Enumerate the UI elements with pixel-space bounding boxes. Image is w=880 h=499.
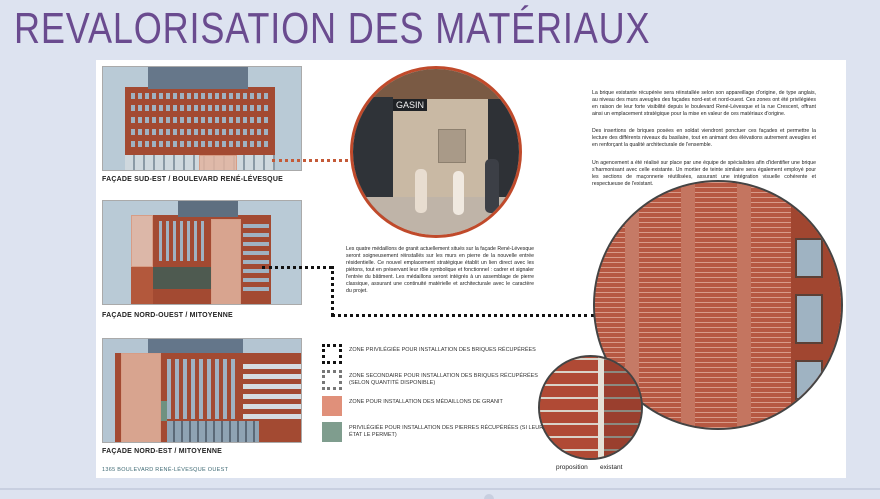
- entrance-photo: [350, 66, 522, 238]
- legend-swatch: [322, 370, 342, 390]
- brick-sample-comparison: [538, 355, 643, 460]
- page-title: REVALORISATION DES MATÉRIAUX: [14, 4, 651, 53]
- caption-existant: existant: [600, 464, 623, 471]
- footer-rule: [0, 488, 880, 490]
- connector-nord-ouest: [262, 266, 332, 269]
- text-medallions: Les quatre médaillons de granit actuellement situés sur la façade René-Lévesque seront soigneusement réinstallés sur les murs en pierre de la nouvelle entrée résidentielle. Ce nouvel emplacement stratégique établit un lien direct avec les piétons, tout en préservant leur rôle symbolique et fonctionnel : cadrer et signaler l'entrée du bâtiment. Les médaillons seront intégrés à un assemblage de pierre classique, assurant une continuité matérielle et architecturale avec le caractère du projet.: [346, 246, 534, 294]
- legend-label: ZONE SECONDAIRE POUR INSTALLATION DES BRIQUES RÉCUPÉRÉES (SELON QUANTITÉ DISPONIBLE): [349, 373, 538, 386]
- connector-medallion: [272, 159, 354, 162]
- facade-label-nord-est: FAÇADE NORD-EST / MITOYENNE: [102, 448, 223, 455]
- text-brick-matching: Un agencement a été réalisé sur place par une équipe de spécialistes afin d'identifier une brique s'harmonisant avec celle existante. Un mortier de teinte similaire sera également employé pour les sections de maçonnerie réutilisées, assurant une intégration visuelle cohérente et respectueuse de l'existant.: [592, 160, 816, 187]
- address-footer: 1365 BOULEVARD RENÉ-LÉVESQUE OUEST: [102, 467, 229, 473]
- facade-image-nord-est: [102, 338, 302, 443]
- legend-label: ZONE POUR INSTALLATION DES MÉDAILLONS DE GRANIT: [349, 399, 503, 405]
- legend-label: ZONE PRIVILÉGIÉE POUR INSTALLATION DES BRIQUES RÉCUPÉRÉES: [349, 347, 536, 353]
- facade-image-nord-ouest: [102, 200, 302, 305]
- page-indicator: [484, 494, 494, 499]
- legend-item-primary-brick: [322, 344, 552, 364]
- legend-swatch: [322, 396, 342, 416]
- caption-proposition: proposition: [556, 464, 588, 471]
- text-brick-intro: La brique existante récupérée sera réinstallée selon son appareillage d'origine, de type anglais, au niveau des murs aveugles des façades nord-est et nord-ouest. Ces zones ont été privilégiées en raison de leur forte visibilité depuis le boulevard René-Lévesque et la rue Crescent, offrant ainsi un emplacement stratégique pour la mise en valeur de ces matériaux d'origine.: [592, 90, 816, 117]
- facade-label-nord-ouest: FAÇADE NORD-OUEST / MITOYENNE: [102, 312, 233, 319]
- connector-vertical: [331, 266, 334, 316]
- legend-item-stones: [322, 422, 552, 442]
- legend-swatch: [322, 422, 342, 442]
- legend-item-secondary-brick: [322, 370, 552, 390]
- legend-item-medallions: [322, 396, 552, 416]
- photo-signage: GASIN: [393, 99, 427, 111]
- legend-swatch: [322, 344, 342, 364]
- facade-label-sud-est: FAÇADE SUD-EST / BOULEVARD RENÉ-LÉVESQUE: [102, 176, 283, 183]
- facade-image-sud-est: [102, 66, 302, 171]
- text-brick-inserts: Des insertions de briques posées en soldat viendront ponctuer ces façades et permettre la lecture des différents niveaux du basilaire, tout en animant des élévations autrement aveugles et en renforçant la qualité architecturale de l'ensemble.: [592, 128, 816, 148]
- connector-to-brick: [331, 314, 595, 317]
- legend-label: PRIVILÉGIÉE POUR INSTALLATION DES PIERRES RÉCUPÉRÉES (SI LEUR ÉTAT LE PERMET): [349, 425, 544, 438]
